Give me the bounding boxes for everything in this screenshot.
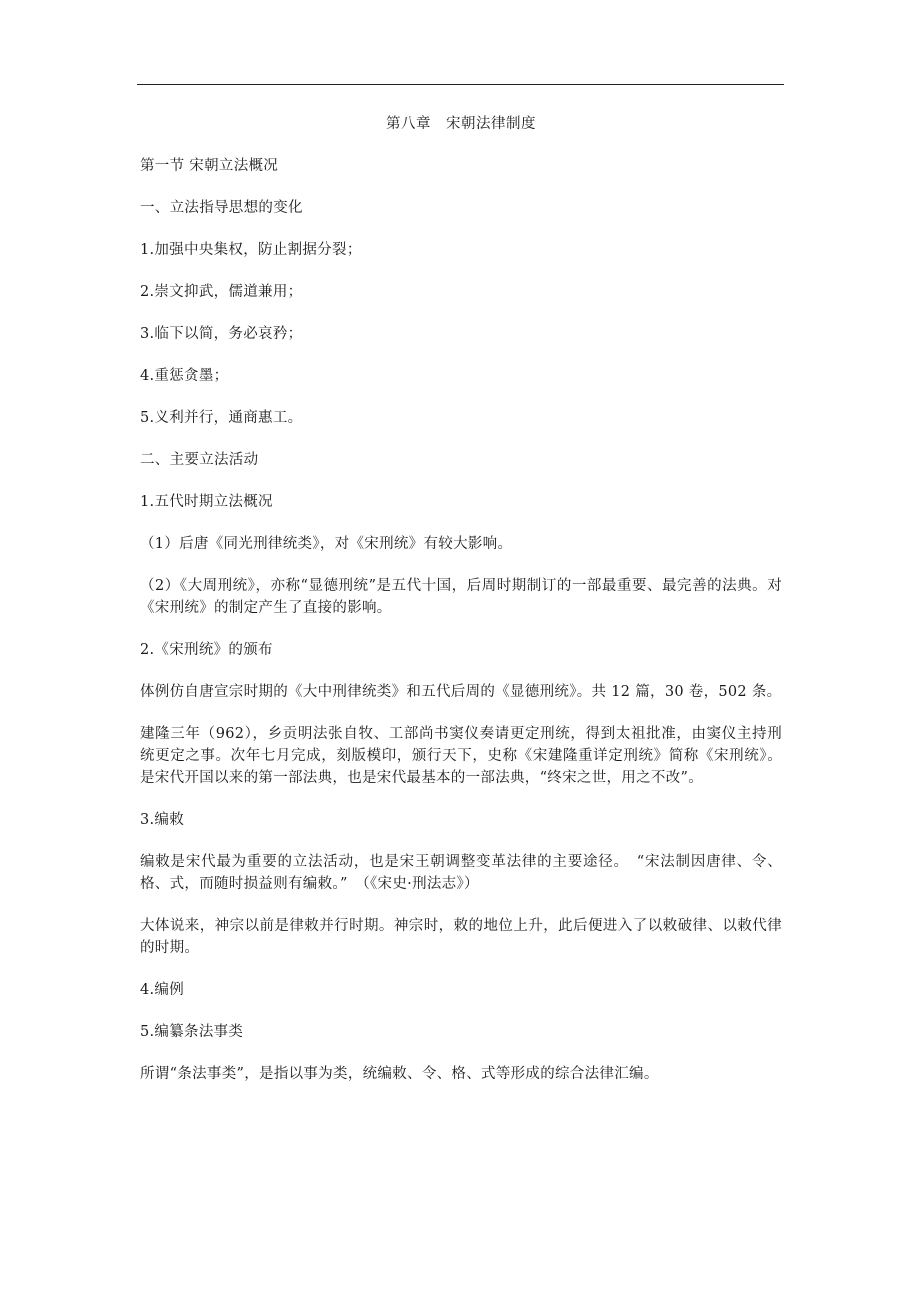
list-item: 3.临下以简，务必哀矜； — [140, 326, 303, 342]
body-paragraph: 所谓“条法事类”，是指以事为类，统编敕、令、格、式等形成的综合法律汇编。 — [140, 1066, 659, 1082]
body-paragraph: 体例仿自唐宣宗时期的《大中刑律统类》和五代后周的《显德刑统》。共 12 篇，30 卷，502 条。 — [140, 684, 782, 700]
subsection-heading: 二、主要立法活动 — [140, 452, 259, 468]
subsection-heading: 一、立法指导思想的变化 — [140, 200, 303, 216]
list-item: 1.加强中央集权，防止割据分裂； — [140, 242, 362, 258]
item-heading: 5.编纂条法事类 — [140, 1024, 244, 1040]
item-heading: 1.五代时期立法概况 — [140, 494, 273, 510]
body-paragraph: 编敕是宋代最为重要的立法活动，也是宋王朝调整变革法律的主要途径。 “宋法制因唐律、令、格、式，而随时损益则有编敕。” （《宋史·刑法志》） — [140, 854, 782, 892]
list-item: 5.义利并行，通商惠工。 — [140, 410, 303, 426]
list-item: 4.重惩贪墨； — [140, 368, 229, 384]
document-body — [140, 113, 782, 1105]
header-rule — [137, 84, 784, 85]
section-heading: 第一节 宋朝立法概况 — [140, 158, 279, 174]
chapter-title: 第八章 宋朝法律制度 — [386, 116, 536, 132]
body-paragraph: （2）《大周刑统》，亦称“显德刑统”是五代十国，后周时期制订的一部最重要、最完善的法典。对《宋刑统》的制定产生了直接的影响。 — [140, 578, 782, 616]
body-paragraph: 建隆三年（962），乡贡明法张自牧、工部尚书窦仪奏请更定刑统，得到太祖批准，由窦仪主持刑统更定之事。次年七月完成，刻版模印，颁行天下，史称《宋建隆重详定刑统》简称《宋刑统》。是宋代开国以来的第一部法典，也是宋代最基本的一部法典，“终宋之世，用之不改”。 — [140, 726, 782, 786]
item-heading: 4.编例 — [140, 982, 185, 998]
body-paragraph: 大体说来，神宗以前是律敕并行时期。神宗时，敕的地位上升，此后便进入了以敕破律、以敕代律的时期。 — [140, 918, 782, 956]
item-heading: 3.编敕 — [140, 812, 185, 828]
body-paragraph: （1）后唐《同光刑律统类》，对《宋刑统》有较大影响。 — [140, 536, 513, 552]
list-item: 2.崇文抑武，儒道兼用； — [140, 284, 303, 300]
item-heading: 2.《宋刑统》的颁布 — [140, 642, 273, 658]
